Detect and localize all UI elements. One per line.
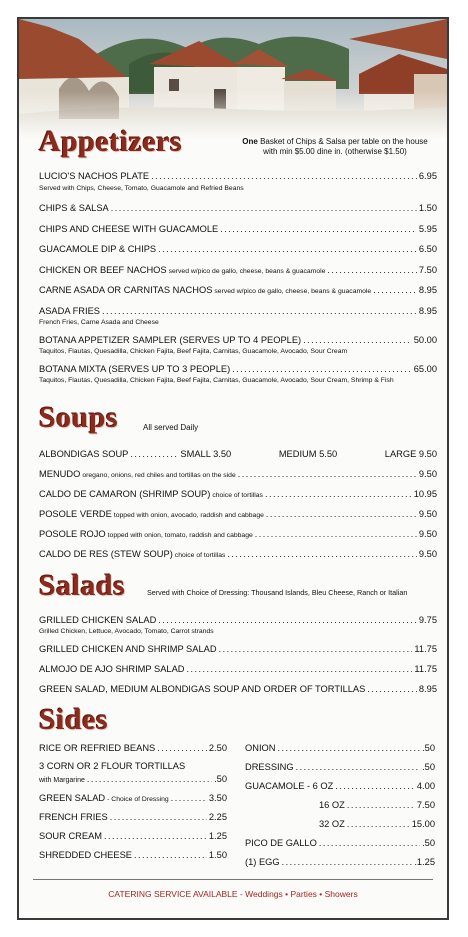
note-line1: Basket of Chips & Salsa per table on the house xyxy=(260,137,428,146)
side-item: GUACAMOLE - 6 OZ ..... 4.00 xyxy=(245,781,435,791)
side-item: DRESSING ..... .50 xyxy=(245,762,435,772)
menu-item-posole-verde: POSOLE VERDE topped with onion, avocado, raddish and cabbage ..... 9.50 xyxy=(39,509,437,519)
note-bold: One xyxy=(242,137,258,146)
menu-item-asada-fries: ASADA FRIES ..... 8.95 xyxy=(39,306,437,316)
item-description: Served with Chips, Cheese, Tomato, Guacamole and Refried Beans xyxy=(39,185,244,192)
chips-salsa-note xyxy=(229,137,441,157)
menu-item-carne-asada-nachos: CARNE ASADA OR CARNITAS NACHOS served w/pico de gallo, cheese, beans & guacamole ..... 8.95 xyxy=(39,285,437,295)
menu-item-chicken-shrimp-salad: GRILLED CHICKEN AND SHRIMP SALAD ..... 11.75 xyxy=(39,644,437,654)
salads-heading: Salads xyxy=(39,569,126,602)
side-item: 32 OZ ..... 15.00 xyxy=(319,819,435,829)
menu-item-botana-mixta: BOTANA MIXTA (SERVES UP TO 3 PEOPLE) ..... 65.00 xyxy=(39,364,437,374)
side-item: RICE OR REFRIED BEANS ..... 2.50 xyxy=(39,743,227,753)
item-description: Taquitos, Flautas, Quesadilla, Chicken Fajita, Beef Fajita, Carnitas, Guacamole, Avocado, Sour Cream xyxy=(39,348,348,355)
item-description: Taquitos, Flautas, Quesadilla, Chicken Fajita, Beef Fajita, Carnitas, Guacamole, Avocado, Sour Cream, Shrimp & Fish xyxy=(39,377,394,384)
sides-heading: Sides xyxy=(39,703,109,736)
menu-item-almojo-shrimp-salad: ALMOJO DE AJO SHRIMP SALAD ..... 11.75 xyxy=(39,664,437,674)
menu-item-grilled-chicken-salad: GRILLED CHICKEN SALAD ..... 9.75 xyxy=(39,615,437,625)
catering-footer: CATERING SERVICE AVAILABLE - Weddings • Parties • Showers xyxy=(108,889,358,899)
menu-item-chips-cheese-guac: CHIPS AND CHEESE WITH GUACAMOLE ..... 5.95 xyxy=(39,224,437,234)
menu-item-albondigas-soup: ALBONDIGAS SOUP ..... SMALL 3.50 MEDIUM 5.50 LARGE 9.50 xyxy=(39,449,437,459)
menu-item-caldo-camaron: CALDO DE CAMARON (SHRIMP SOUP) choice of tortillas ..... 10.95 xyxy=(39,489,437,499)
menu-item-botana-sampler: BOTANA APPETIZER SAMPLER (SERVES UP TO 4 PEOPLE) ..... 50.00 xyxy=(39,335,437,345)
note-line2: with min $5.00 dine in. (otherwise $1.50) xyxy=(263,147,407,156)
side-item: SHREDDED CHEESE ..... 1.50 xyxy=(39,850,227,860)
appetizers-heading: Appetizers xyxy=(39,125,183,158)
side-item: with Margarine ..... .50 xyxy=(39,774,227,784)
item-description: Grilled Chicken, Lettuce, Avocado, Tomato, Carrot strands xyxy=(39,628,214,635)
menu-frame xyxy=(17,17,449,920)
menu-item-guacamole-dip: GUACAMOLE DIP & CHIPS ..... 6.50 xyxy=(39,244,437,254)
side-item: PICO DE GALLO ..... .50 xyxy=(245,838,435,848)
soups-heading: Soups xyxy=(39,401,119,434)
side-item: 3 CORN OR 2 FLOUR TORTILLAS xyxy=(39,761,186,771)
menu-item-menudo: MENUDO oregano, onions, red chiles and tortillas on the side ..... 9.50 xyxy=(39,469,437,479)
footer-divider xyxy=(33,879,433,880)
salads-note: Served with Choice of Dressing: Thousand Islands, Bleu Cheese, Ranch or Italian xyxy=(147,588,408,597)
menu-item-caldo-res: CALDO DE RES (STEW SOUP) choice of tortillas ..... 9.50 xyxy=(39,549,437,559)
menu-item-posole-rojo: POSOLE ROJO topped with onion, tomato, raddish and cabbage ..... 9.50 xyxy=(39,529,437,539)
soups-note: All served Daily xyxy=(143,423,199,432)
menu-item-green-salad-combo: GREEN SALAD, MEDIUM ALBONDIGAS SOUP AND ORDER OF TORTILLAS ..... 8.95 xyxy=(39,684,437,694)
side-item: FRENCH FRIES ..... 2.25 xyxy=(39,812,227,822)
village-painting xyxy=(19,19,447,139)
menu-item-lucios-nachos: LUCIO'S NACHOS PLATE ..... 6.95 xyxy=(39,171,437,181)
side-item: (1) EGG ..... .1.25 xyxy=(245,857,435,867)
side-item: SOUR CREAM ..... 1.25 xyxy=(39,831,227,841)
item-description: French Fries, Carne Asada and Cheese xyxy=(39,319,159,326)
side-item: GREEN SALAD - Choice of Dressing ..... 3.50 xyxy=(39,793,227,803)
menu-item-chips-salsa: CHIPS & SALSA ..... 1.50 xyxy=(39,203,437,213)
menu-item-chicken-beef-nachos: CHICKEN OR BEEF NACHOS served w/pico de gallo, cheese, beans & guacamole ..... 7.50 xyxy=(39,265,437,275)
side-item: 16 OZ ..... 7.50 xyxy=(319,800,435,810)
side-item: ONION ..... .50 xyxy=(245,743,435,753)
